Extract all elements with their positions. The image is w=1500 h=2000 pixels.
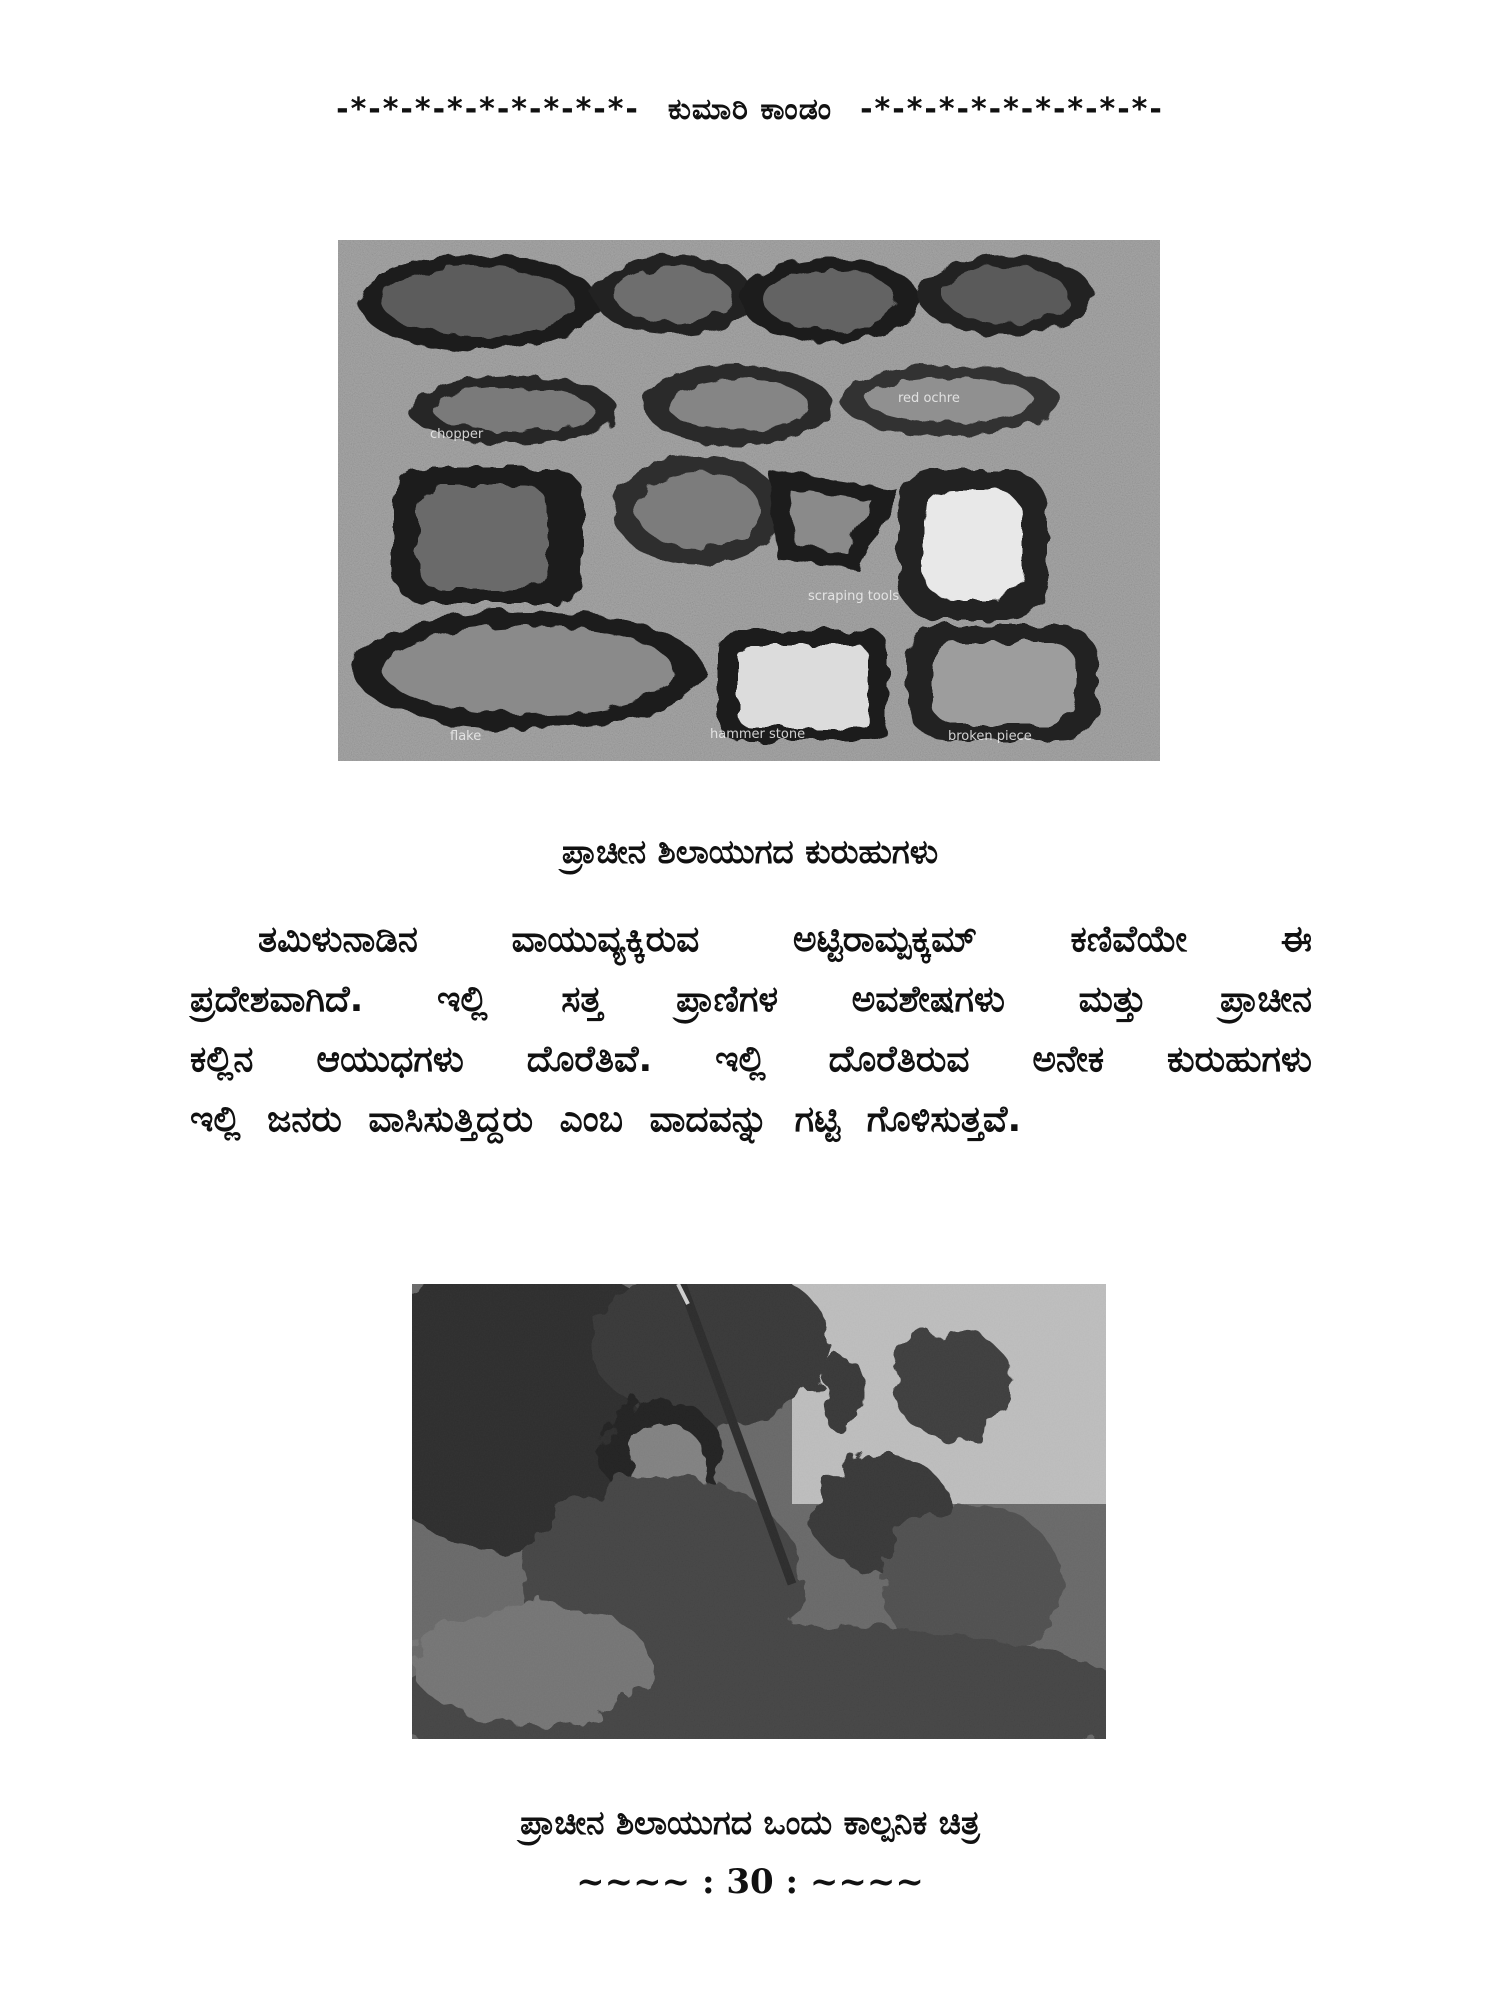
header-decoration-left: -*-*-*-*-*-*-*-*-*- [336, 92, 640, 127]
header-decoration-right: -*-*-*-*-*-*-*-*-*- [860, 92, 1164, 127]
stone-tools-illustration [338, 240, 1160, 761]
photo-label-broken-piece: broken piece [948, 729, 1032, 744]
photo-label-red-ochre: red ochre [898, 391, 960, 406]
figure2-caption: ಪ್ರಾಚೀನ ಶಿಲಾಯುಗದ ಒಂದು ಕಾಲ್ಪನಿಕ ಚಿತ್ರ [520, 1803, 980, 1842]
header-title: ಕುಮಾರಿ ಕಾಂಡಂ [667, 92, 833, 127]
page-number: ~~~~ : 30 : ~~~~ [576, 1862, 924, 1902]
stone-tools-photo [338, 240, 1160, 761]
stone-age-scene-illustration [412, 1284, 1106, 1739]
page-header [0, 92, 1500, 127]
photo-label-flake: flake [450, 729, 482, 744]
photo-label-chopper: chopper [430, 427, 484, 442]
body-line-3: ಕಲ್ಲಿನ ಆಯುಧಗಳು ದೊರೆತಿವೆ. ಇಲ್ಲಿ ದೊರೆತಿರುವ ಅನೇಕ ಕುರುಹುಗಳು [190, 1039, 1312, 1080]
body-line-2: ಪ್ರದೇಶವಾಗಿದೆ. ಇಲ್ಲಿ ಸತ್ತ ಪ್ರಾಣಿಗಳ ಅವಶೇಷಗಳು ಮತ್ತು ಪ್ರಾಚೀನ [190, 979, 1312, 1020]
figure1-caption: ಪ್ರಾಚೀನ ಶಿಲಾಯುಗದ ಕುರುಹುಗಳು [561, 832, 939, 871]
photo-label-hammer-stone: hammer stone [710, 727, 806, 742]
body-paragraph [190, 910, 1312, 1150]
body-line-1: ತಮಿಳುನಾಡಿನ ವಾಯುವ್ಯಕ್ಕಿರುವ ಅಟ್ಟಿರಾಮ್ಪಕ್ಕಮ್ ಕಣಿವೆಯೇ ಈ [258, 919, 1312, 960]
photo-label-scraping-tools: scraping tools [808, 589, 900, 604]
body-line-4: ಇಲ್ಲಿ ಜನರು ವಾಸಿಸುತ್ತಿದ್ದರು ಎಂಬ ವಾದವನ್ನು ಗಟ್ಟಿ ಗೊಳಿಸುತ್ತವೆ. [190, 1099, 1022, 1140]
stone-age-scene-photo [412, 1284, 1106, 1739]
